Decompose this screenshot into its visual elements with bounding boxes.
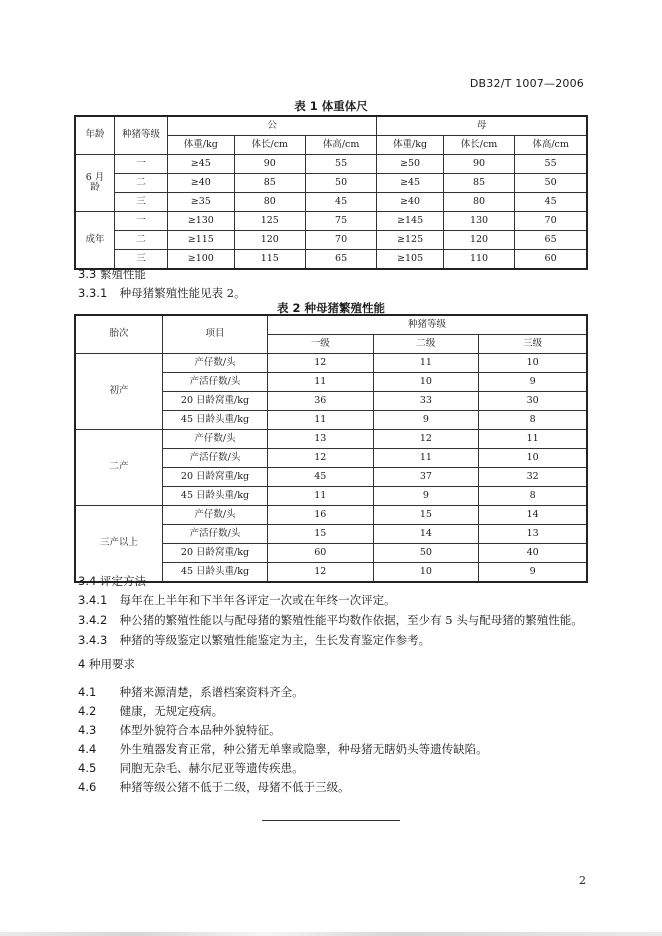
t1-cell: 90 (443, 155, 514, 174)
para-4-1 (78, 684, 304, 700)
t2-cell: 10 (373, 563, 479, 583)
t1-cell: 125 (234, 212, 305, 231)
clause-number: 3.4.1 (78, 593, 108, 607)
t2-cell: 8 (479, 487, 587, 506)
t1-cell: ≥125 (377, 231, 444, 250)
t2-cell: 13 (479, 525, 587, 544)
t2-item: 20 日龄窝重/kg (163, 544, 268, 563)
t2-cell: 45 (268, 468, 374, 487)
t2-cell: 8 (479, 411, 587, 430)
t1-age-cell: 成年 (75, 212, 115, 270)
clause-text: 种猪来源清楚，系谱档案资料齐全。 (119, 685, 304, 699)
t1-cell: ≥45 (168, 155, 235, 174)
t2-item: 产仔数/头 (163, 354, 268, 373)
t1-cell: 120 (443, 231, 514, 250)
t1-cell: ≥45 (377, 174, 444, 193)
t1-cell: ≥130 (168, 212, 235, 231)
t1-cell: 50 (515, 174, 587, 193)
t1-header-length: 体长/cm (443, 136, 514, 155)
table-row (75, 174, 587, 193)
t2-header-parity: 胎次 (75, 315, 163, 354)
t1-cell: 90 (234, 155, 305, 174)
t2-item: 20 日龄窝重/kg (163, 392, 268, 411)
t2-header-item: 项目 (163, 315, 268, 354)
t2-item: 产活仔数/头 (163, 449, 268, 468)
t1-cell: ≥115 (168, 231, 235, 250)
t1-header-grade: 种猪等级 (115, 116, 168, 155)
t1-cell: 45 (305, 193, 376, 212)
t1-cell: 85 (443, 174, 514, 193)
t1-cell: 85 (234, 174, 305, 193)
t2-cell: 11 (268, 373, 374, 392)
para-4-3 (78, 722, 281, 738)
t1-cell: 45 (515, 193, 587, 212)
page-number: 2 (579, 874, 586, 887)
t1-cell: ≥40 (377, 193, 444, 212)
t2-header-grade: 种猪等级 (268, 315, 588, 335)
t2-parity-cell: 二产 (75, 430, 163, 506)
t2-cell: 50 (373, 544, 479, 563)
t1-cell: ≥35 (168, 193, 235, 212)
table-row (75, 212, 587, 231)
t2-item: 产活仔数/头 (163, 525, 268, 544)
t1-cell: 110 (443, 250, 514, 270)
para-4-5 (78, 760, 304, 776)
para-3-4-1 (78, 592, 396, 608)
t2-cell: 12 (268, 563, 374, 583)
t1-cell: 70 (305, 231, 376, 250)
t1-cell: 120 (234, 231, 305, 250)
t1-header-weight: 体重/kg (168, 136, 235, 155)
section-4-heading: 4 种用要求 (78, 657, 135, 671)
table-row (75, 155, 587, 174)
clause-number: 4.1 (78, 685, 97, 699)
t2-cell: 11 (268, 487, 374, 506)
clause-number: 3.3.1 (78, 286, 108, 300)
t1-cell: ≥50 (377, 155, 444, 174)
t1-header-length: 体长/cm (234, 136, 305, 155)
clause-text: 外生殖器发育正常，种公猪无单睾或隐睾，种母猪无瞎奶头等遗传缺陷。 (119, 742, 488, 756)
clause-number: 4.3 (78, 723, 97, 737)
t2-cell: 60 (268, 544, 374, 563)
t2-cell: 10 (479, 449, 587, 468)
t2-cell: 12 (373, 430, 479, 449)
para-4-6 (78, 779, 350, 795)
clause-text: 每年在上半年和下半年各评定一次或在年终一次评定。 (119, 593, 396, 607)
t2-parity-cell: 初产 (75, 354, 163, 430)
clause-text: 种母猪繁殖性能见表 2。 (119, 286, 246, 300)
t2-cell: 11 (268, 411, 374, 430)
t2-cell: 11 (373, 449, 479, 468)
t1-age-cell: 6 月龄 (75, 155, 115, 212)
t2-cell: 32 (479, 468, 587, 487)
t1-header-weight: 体重/kg (377, 136, 444, 155)
clause-text: 种猪等级公猪不低于二级，母猪不低于三级。 (119, 780, 350, 794)
t2-cell: 10 (479, 354, 587, 373)
t1-grade: 一 (115, 155, 168, 174)
table-row (75, 430, 587, 449)
table-row (75, 231, 587, 250)
t1-grade: 三 (115, 193, 168, 212)
t1-cell: ≥40 (168, 174, 235, 193)
t2-item: 产仔数/头 (163, 430, 268, 449)
t2-cell: 13 (268, 430, 374, 449)
end-rule (262, 820, 400, 821)
table-row (75, 506, 587, 525)
section-3-4-heading: 3.4 评定方法 (78, 574, 146, 588)
t1-cell: 80 (234, 193, 305, 212)
table-row (75, 193, 587, 212)
table1-caption: 表 1 体重体尺 (294, 99, 368, 113)
clause-text: 体型外貌符合本品种外貌特征。 (119, 723, 281, 737)
t1-cell: 60 (515, 250, 587, 270)
t2-cell: 12 (268, 354, 374, 373)
t2-item: 45 日龄头重/kg (163, 487, 268, 506)
t2-cell: 12 (268, 449, 374, 468)
t1-cell: 50 (305, 174, 376, 193)
scan-edge (0, 932, 662, 936)
t2-cell: 9 (373, 487, 479, 506)
t1-grade: 二 (115, 174, 168, 193)
t1-cell: 115 (234, 250, 305, 270)
t2-cell: 16 (268, 506, 374, 525)
t2-cell: 9 (479, 563, 587, 583)
clause-text: 种猪的等级鉴定以繁殖性能鉴定为主，生长发育鉴定作参考。 (119, 633, 431, 647)
para-3-3-1 (78, 285, 246, 301)
table-row (75, 354, 587, 373)
t2-cell: 37 (373, 468, 479, 487)
t2-item: 20 日龄窝重/kg (163, 468, 268, 487)
t2-cell: 10 (373, 373, 479, 392)
clause-text: 同胞无杂毛、赫尔尼亚等遗传疾患。 (119, 761, 304, 775)
t2-cell: 14 (479, 506, 587, 525)
clause-number: 4.5 (78, 761, 97, 775)
table-body-weight-size (74, 115, 588, 270)
t1-cell: 65 (515, 231, 587, 250)
t1-cell: 55 (515, 155, 587, 174)
t2-item: 45 日龄头重/kg (163, 563, 268, 583)
para-4-2 (78, 703, 223, 719)
table-sow-reproduction (74, 314, 588, 583)
t2-cell: 36 (268, 392, 374, 411)
clause-number: 3.4.3 (78, 633, 108, 647)
t2-header-g1: 一级 (268, 335, 374, 354)
para-3-4-2 (78, 612, 583, 628)
t1-header-height: 体高/cm (305, 136, 376, 155)
t1-header-age: 年龄 (75, 116, 115, 155)
t1-grade: 一 (115, 212, 168, 231)
clause-number: 4.2 (78, 704, 97, 718)
standard-code: DB32/T 1007—2006 (469, 77, 584, 90)
para-3-4-3 (78, 632, 430, 648)
t1-grade: 三 (115, 250, 168, 270)
t2-cell: 30 (479, 392, 587, 411)
t2-header-g3: 三级 (479, 335, 587, 354)
t2-cell: 14 (373, 525, 479, 544)
clause-text: 健康，无规定疫病。 (119, 704, 224, 718)
section-3-3-heading: 3.3 繁殖性能 (78, 267, 146, 281)
t1-cell: 130 (443, 212, 514, 231)
t2-cell: 9 (479, 373, 587, 392)
table2-caption: 表 2 种母猪繁殖性能 (276, 301, 385, 315)
t2-item: 产活仔数/头 (163, 373, 268, 392)
clause-number: 4.4 (78, 742, 97, 756)
t1-cell: 80 (443, 193, 514, 212)
t1-cell: 65 (305, 250, 376, 270)
t2-parity-cell: 三产以上 (75, 506, 163, 583)
t2-cell: 33 (373, 392, 479, 411)
t2-header-g2: 二级 (373, 335, 479, 354)
clause-number: 4.6 (78, 780, 97, 794)
clause-number: 3.4.2 (78, 613, 108, 627)
para-4-4 (78, 741, 488, 757)
t1-cell: 75 (305, 212, 376, 231)
t1-header-male: 公 (168, 116, 377, 136)
t2-cell: 15 (373, 506, 479, 525)
t2-cell: 11 (373, 354, 479, 373)
t1-cell: 70 (515, 212, 587, 231)
t2-cell: 40 (479, 544, 587, 563)
t1-header-female: 母 (377, 116, 587, 136)
t2-item: 产仔数/头 (163, 506, 268, 525)
t2-item: 45 日龄头重/kg (163, 411, 268, 430)
t2-cell: 9 (373, 411, 479, 430)
t1-cell: ≥100 (168, 250, 235, 270)
t1-cell: ≥105 (377, 250, 444, 270)
t1-grade: 二 (115, 231, 168, 250)
clause-text: 种公猪的繁殖性能以与配母猪的繁殖性能平均数作依据，至少有 5 头与配母猪的繁殖性能。 (119, 613, 583, 627)
t1-cell: 55 (305, 155, 376, 174)
t1-header-height: 体高/cm (515, 136, 587, 155)
t2-cell: 11 (479, 430, 587, 449)
table-row (75, 250, 587, 270)
t1-cell: ≥145 (377, 212, 444, 231)
t2-cell: 15 (268, 525, 374, 544)
